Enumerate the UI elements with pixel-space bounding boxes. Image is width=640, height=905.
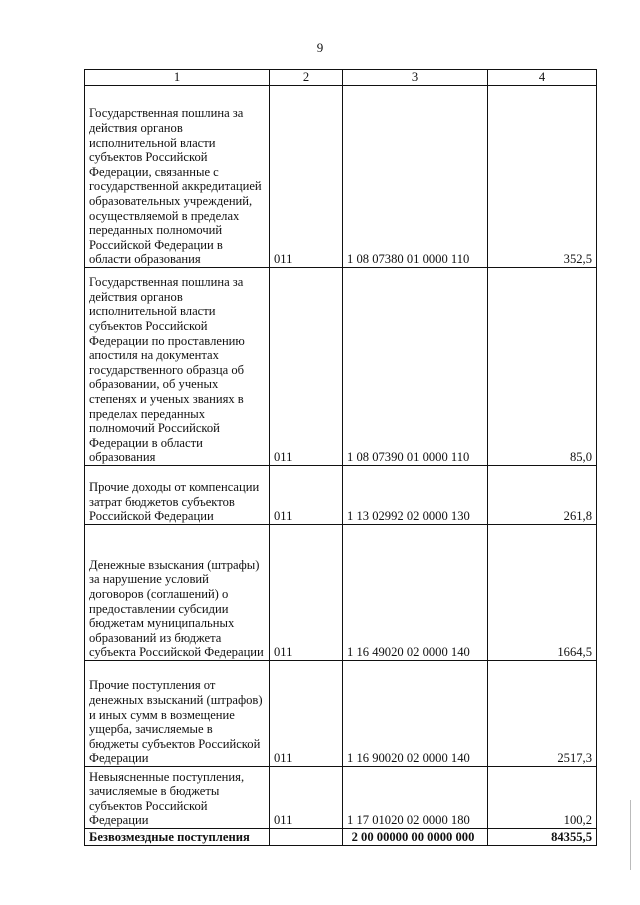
scan-edge-line — [630, 800, 631, 870]
row-name: Прочие поступления от денежных взысканий (штрафов) и иных сумм в возмещение ущерба, зачисляемые в бюджеты субъектов Российской Федерации — [85, 661, 270, 767]
total-budget-code: 2 00 00000 00 0000 000 — [343, 829, 488, 846]
row-amount: 85,0 — [488, 268, 597, 466]
row-budget-code: 1 08 07380 01 0000 110 — [343, 86, 488, 268]
table-row — [85, 661, 597, 767]
header-col-1: 1 — [85, 70, 270, 86]
row-name: Прочие доходы от компенсации затрат бюджетов субъектов Российской Федерации — [85, 466, 270, 525]
row-admin-code: 011 — [270, 661, 343, 767]
row-amount: 100,2 — [488, 767, 597, 829]
row-admin-code: 011 — [270, 268, 343, 466]
row-budget-code: 1 17 01020 02 0000 180 — [343, 767, 488, 829]
header-col-2: 2 — [270, 70, 343, 86]
table-row — [85, 268, 597, 466]
table-row — [85, 86, 597, 268]
row-budget-code: 1 08 07390 01 0000 110 — [343, 268, 488, 466]
header-col-3: 3 — [343, 70, 488, 86]
revenue-table — [84, 69, 597, 846]
row-admin-code: 011 — [270, 86, 343, 268]
row-amount: 1664,5 — [488, 525, 597, 661]
row-admin-code: 011 — [270, 466, 343, 525]
table-row — [85, 767, 597, 829]
row-budget-code: 1 13 02992 02 0000 130 — [343, 466, 488, 525]
row-name: Денежные взыскания (штрафы) за нарушение условий договоров (соглашений) о предоставлении субсидии бюджетам муниципальных образований из бюджета субъекта Российской Федерации — [85, 525, 270, 661]
row-name: Невыясненные поступления, зачисляемые в бюджеты субъектов Российской Федерации — [85, 767, 270, 829]
row-admin-code: 011 — [270, 525, 343, 661]
row-name: Государственная пошлина за действия органов исполнительной власти субъектов Российской Федерации по проставлению апостиля на документах государственного образца об образовании, об ученых степенях и ученых званиях в пределах переданных полномочий Российской Федерации в области образования — [85, 268, 270, 466]
total-row — [85, 829, 597, 846]
table-row — [85, 525, 597, 661]
total-amount: 84355,5 — [488, 829, 597, 846]
row-budget-code: 1 16 90020 02 0000 140 — [343, 661, 488, 767]
row-amount: 261,8 — [488, 466, 597, 525]
row-amount: 352,5 — [488, 86, 597, 268]
table-header-row — [85, 70, 597, 86]
row-admin-code: 011 — [270, 767, 343, 829]
total-admin-code — [270, 829, 343, 846]
row-name: Государственная пошлина за действия органов исполнительной власти субъектов Российской Федерации, связанные с государственной аккредитацией образовательных учреждений, осуществляемой в пределах переданных полномочий Российской Федерации в области образования — [85, 86, 270, 268]
row-budget-code: 1 16 49020 02 0000 140 — [343, 525, 488, 661]
table-row — [85, 466, 597, 525]
row-amount: 2517,3 — [488, 661, 597, 767]
page-number: 9 — [316, 40, 324, 55]
total-name: Безвозмездные поступления — [85, 829, 270, 846]
header-col-4: 4 — [488, 70, 597, 86]
